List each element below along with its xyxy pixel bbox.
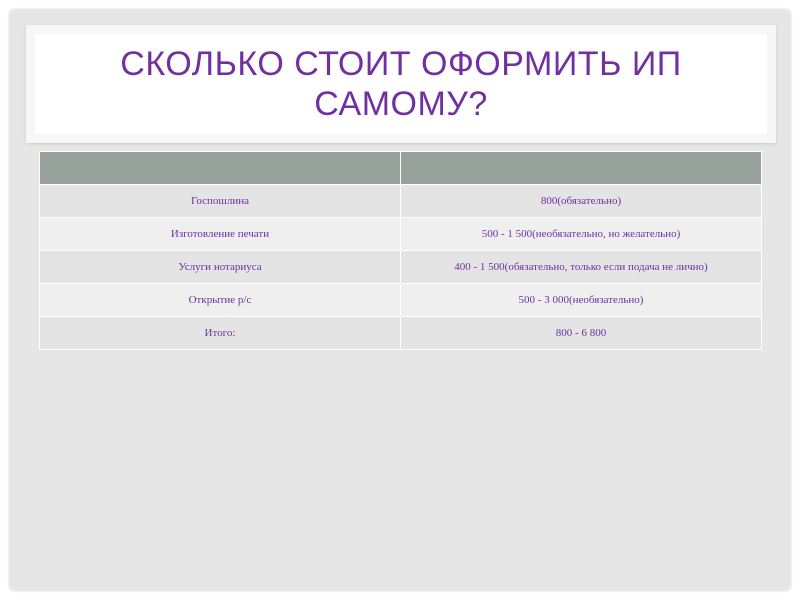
row-item-label: Госпошлина [40, 185, 401, 218]
row-cost-value: 500 - 3 000(необязательно) [401, 284, 762, 317]
table-row [40, 284, 762, 317]
row-cost-value: 500 - 1 500(необязательно, но желательно) [401, 218, 762, 251]
total-label: Итого: [40, 317, 401, 350]
row-item-label: Открытие р/с [40, 284, 401, 317]
title-box [35, 34, 767, 134]
row-cost-value: 400 - 1 500(обязательно, только если подача не лично) [401, 251, 762, 284]
table-header-cost [401, 152, 762, 185]
row-cost-value: 800(обязательно) [401, 185, 762, 218]
table-row [40, 185, 762, 218]
table-row-total [40, 317, 762, 350]
title-band [26, 25, 776, 143]
table-header-row [40, 152, 762, 185]
row-item-label: Изготовление печати [40, 218, 401, 251]
cost-table-container [39, 151, 761, 350]
table-header-item [40, 152, 401, 185]
cost-table [39, 151, 762, 350]
table-row [40, 218, 762, 251]
table-row [40, 251, 762, 284]
row-item-label: Услуги нотариуса [40, 251, 401, 284]
slide-title: СКОЛЬКО СТОИТ ОФОРМИТЬ ИП САМОМУ? [120, 45, 682, 123]
slide [9, 9, 791, 591]
total-value: 800 - 6 800 [401, 317, 762, 350]
